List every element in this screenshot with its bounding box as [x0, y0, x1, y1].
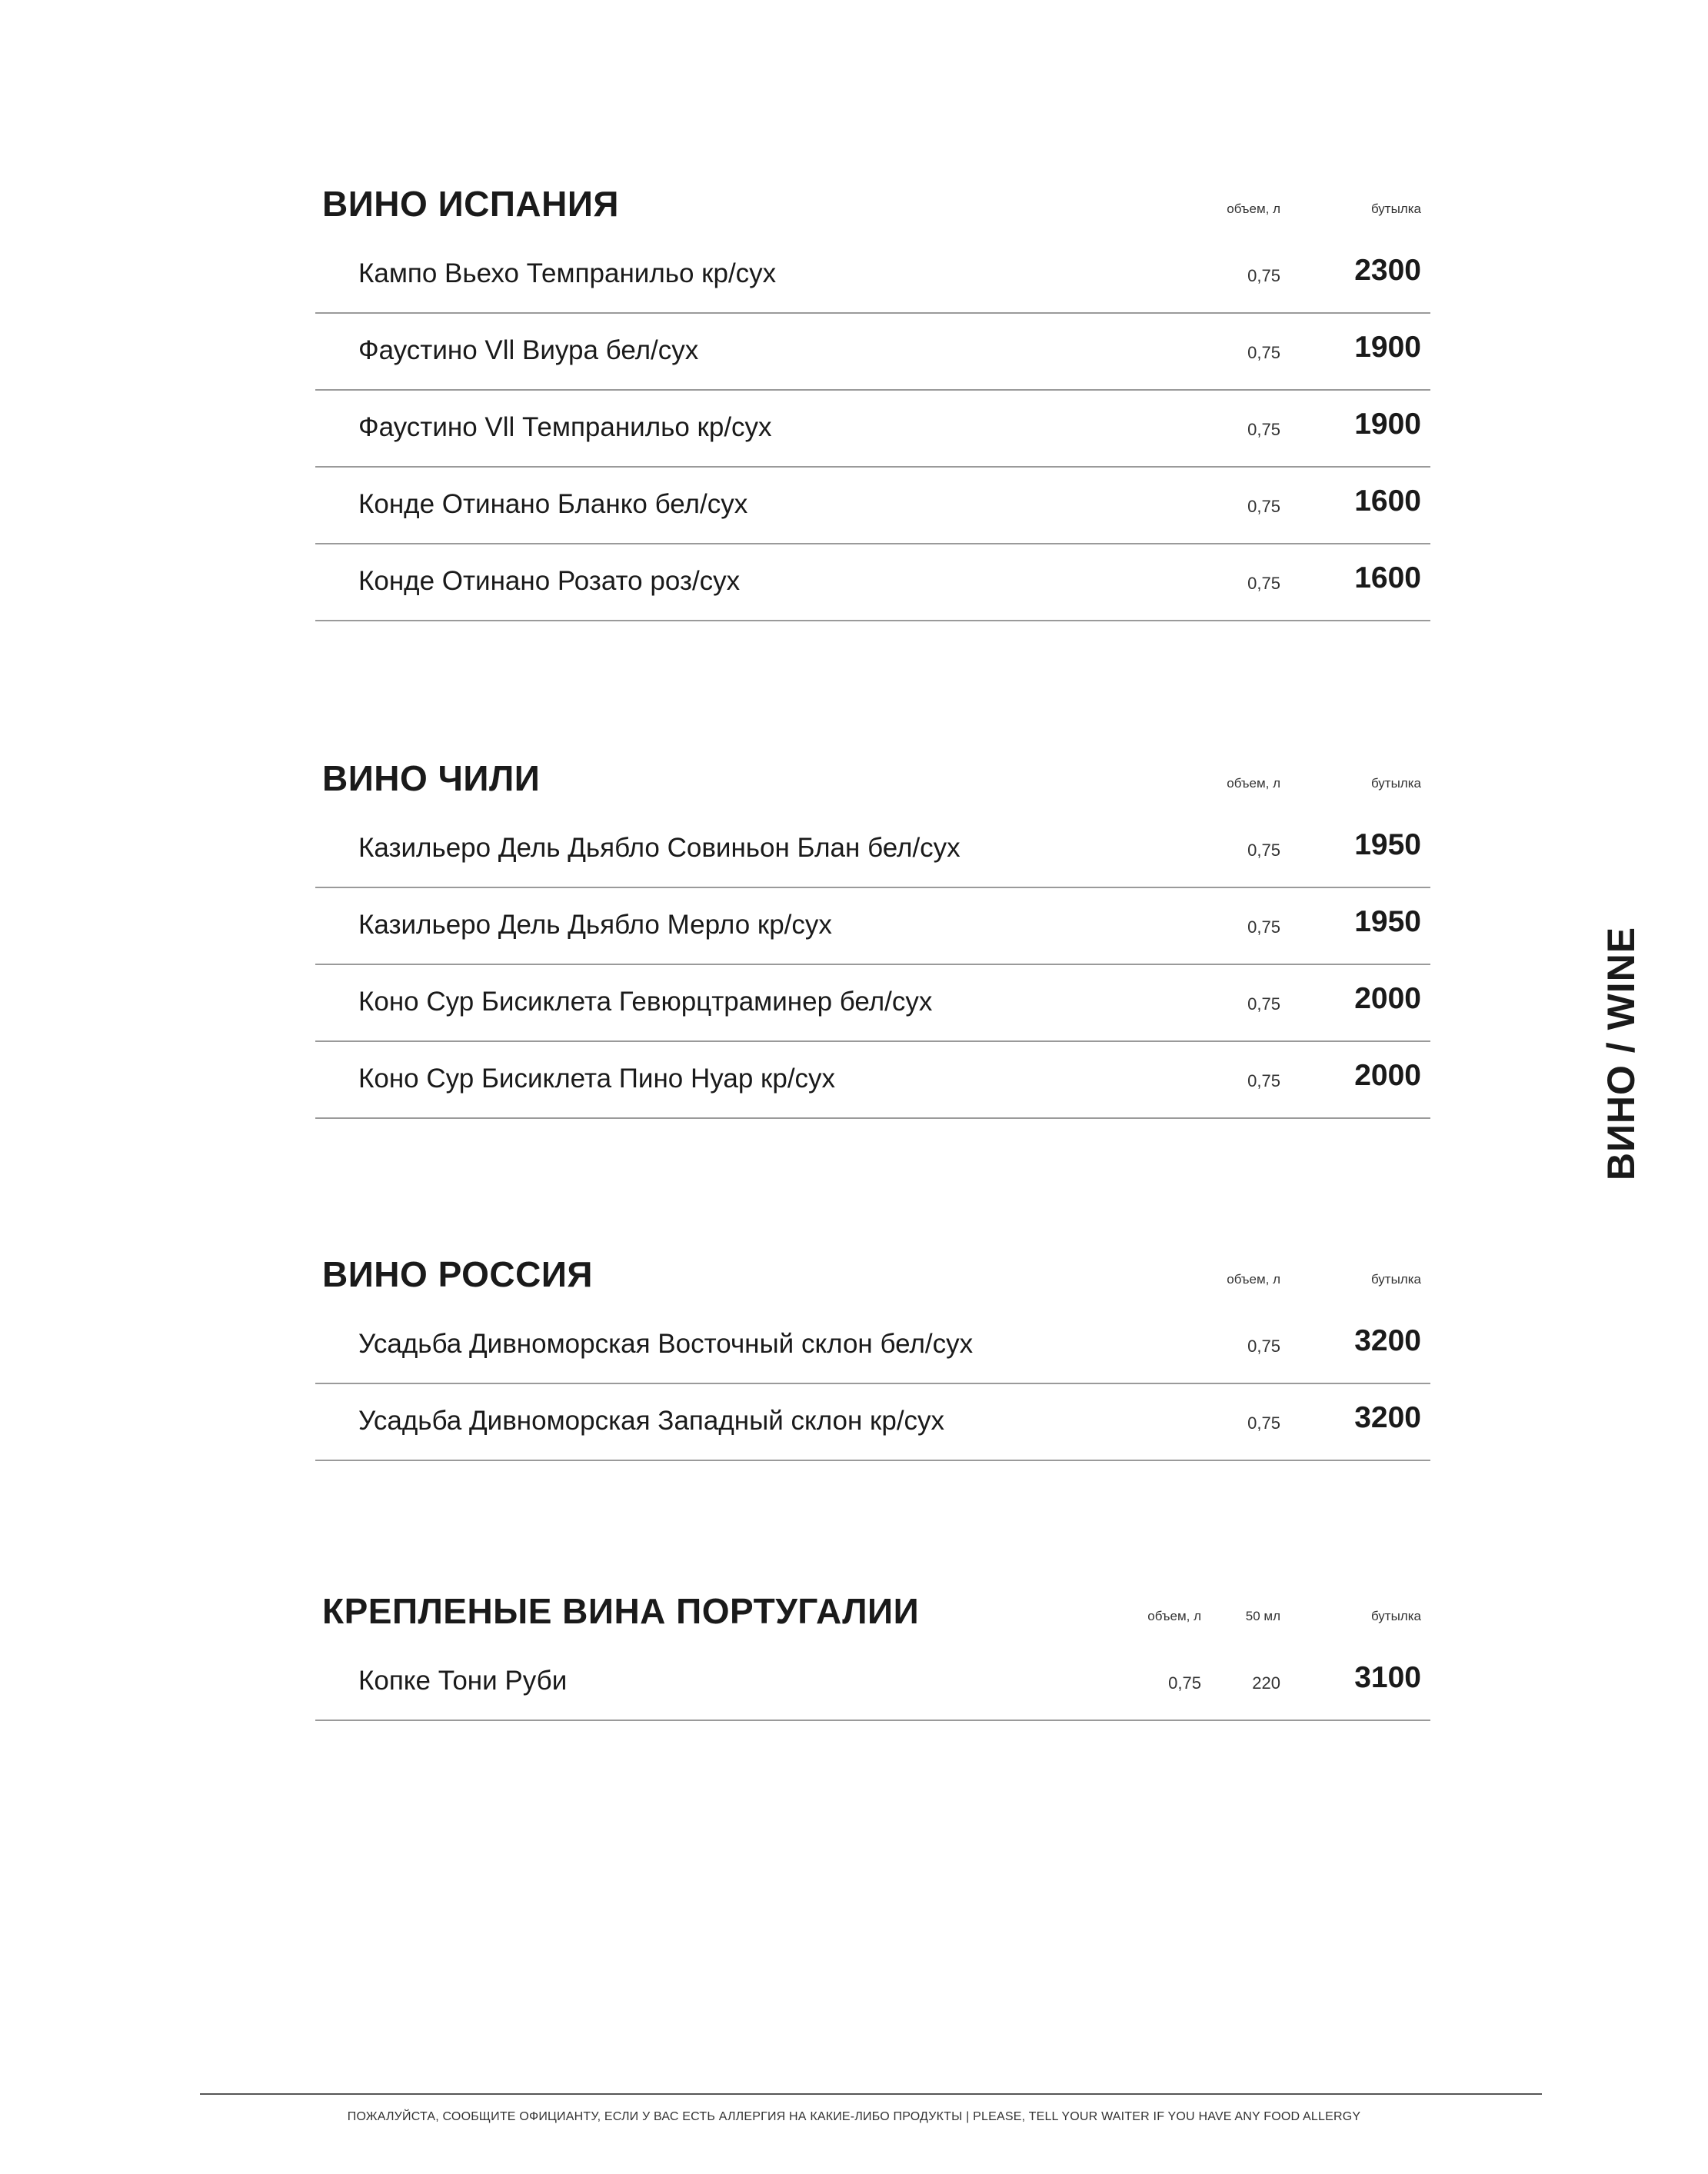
item-volume: 0,75	[1247, 266, 1280, 285]
item-name: Конде Отинано Розато роз/сух	[358, 566, 741, 596]
column-50ml-header: 50 мл	[1245, 1609, 1280, 1623]
section-title: ВИНО РОССИЯ	[322, 1254, 593, 1294]
item-price: 1950	[1354, 828, 1421, 861]
item-price: 3200	[1354, 1324, 1421, 1357]
item-volume: 0,75	[1247, 497, 1280, 516]
item-volume: 0,75	[1247, 994, 1280, 1014]
side-category-label	[1598, 915, 1644, 1192]
section-russia	[315, 1238, 1430, 1461]
column-volume-header: объем, л	[1227, 201, 1280, 216]
item-name: Фаустино Vll Темпранильо кр/сух	[358, 412, 772, 442]
item-price: 3200	[1354, 1401, 1421, 1434]
item-volume: 0,75	[1168, 1673, 1201, 1693]
item-volume: 0,75	[1247, 917, 1280, 937]
item-price: 1900	[1354, 331, 1421, 364]
menu-item	[315, 1644, 1430, 1721]
column-volume-header: объем, л	[1227, 1272, 1280, 1287]
menu-item	[315, 888, 1430, 965]
section-title: ВИНО ИСПАНИЯ	[322, 184, 619, 224]
footer-allergy-note: ПОЖАЛУЙСТА, СООБЩИТЕ ОФИЦИАНТУ, ЕСЛИ У ВАС ЕСТЬ АЛЛЕРГИЯ НА КАКИЕ-ЛИБО ПРОДУКТЫ | PLEASE, TELL YOUR WAITER IF YOU HAVE ANY FOOD ALLERGY	[347, 2110, 1361, 2123]
item-name: Конде Отинано Бланко бел/сух	[358, 489, 748, 519]
menu-item	[315, 237, 1430, 314]
item-price: 1900	[1354, 408, 1421, 441]
item-name: Усадьба Дивноморская Восточный склон бел/сух	[358, 1329, 974, 1359]
column-bottle-header: бутылка	[1370, 1609, 1421, 1623]
menu-item	[315, 1384, 1430, 1461]
menu-item	[315, 314, 1430, 391]
section-header	[315, 168, 1430, 237]
item-price: 2000	[1354, 982, 1421, 1015]
menu-item	[315, 1307, 1430, 1384]
footer-divider	[200, 2093, 1542, 2095]
item-50ml-price: 220	[1252, 1673, 1280, 1693]
item-price: 2300	[1354, 254, 1421, 287]
item-volume: 0,75	[1247, 343, 1280, 362]
section-title: КРЕПЛЕНЫЕ ВИНА ПОРТУГАЛИИ	[322, 1591, 920, 1631]
menu-item	[315, 965, 1430, 1042]
item-volume: 0,75	[1247, 420, 1280, 439]
item-volume: 0,75	[1247, 1413, 1280, 1433]
side-label-text: ВИНО / WINE	[1600, 926, 1643, 1181]
item-name: Коно Сур Бисиклета Гевюрцтраминер бел/сух	[358, 987, 933, 1017]
item-price: 3100	[1354, 1661, 1421, 1694]
column-bottle-header: бутылка	[1370, 201, 1421, 216]
column-bottle-header: бутылка	[1370, 776, 1421, 791]
item-price: 1600	[1354, 561, 1421, 594]
item-price: 2000	[1354, 1059, 1421, 1092]
section-title: ВИНО ЧИЛИ	[322, 758, 541, 798]
item-name: Казильеро Дель Дьябло Совиньон Блан бел/сух	[358, 833, 961, 863]
section-portugal	[315, 1575, 1430, 1721]
item-name: Казильеро Дель Дьябло Мерло кр/сух	[358, 910, 832, 940]
section-header	[315, 1238, 1430, 1307]
item-price: 1600	[1354, 484, 1421, 518]
item-volume: 0,75	[1247, 1071, 1280, 1090]
section-header	[315, 1575, 1430, 1644]
item-volume: 0,75	[1247, 1337, 1280, 1356]
item-name: Фаустино Vll Виура бел/сух	[358, 335, 699, 365]
menu-item	[315, 468, 1430, 544]
menu-item	[315, 391, 1430, 468]
menu-item	[315, 1042, 1430, 1119]
item-volume: 0,75	[1247, 574, 1280, 593]
column-volume-header: объем, л	[1227, 776, 1280, 791]
section-chile	[315, 742, 1430, 1119]
section-spain	[315, 168, 1430, 621]
item-name: Кампо Вьехо Темпранильо кр/сух	[358, 258, 777, 288]
item-volume: 0,75	[1247, 841, 1280, 860]
section-header	[315, 742, 1430, 811]
item-name: Копке Тони Руби	[358, 1666, 568, 1696]
menu-item	[315, 811, 1430, 888]
item-name: Усадьба Дивноморская Западный склон кр/сух	[358, 1406, 945, 1436]
menu-item	[315, 544, 1430, 621]
item-name: Коно Сур Бисиклета Пино Нуар кр/сух	[358, 1064, 836, 1094]
item-price: 1950	[1354, 905, 1421, 938]
column-volume-header: объем, л	[1147, 1609, 1201, 1623]
column-bottle-header: бутылка	[1370, 1272, 1421, 1287]
